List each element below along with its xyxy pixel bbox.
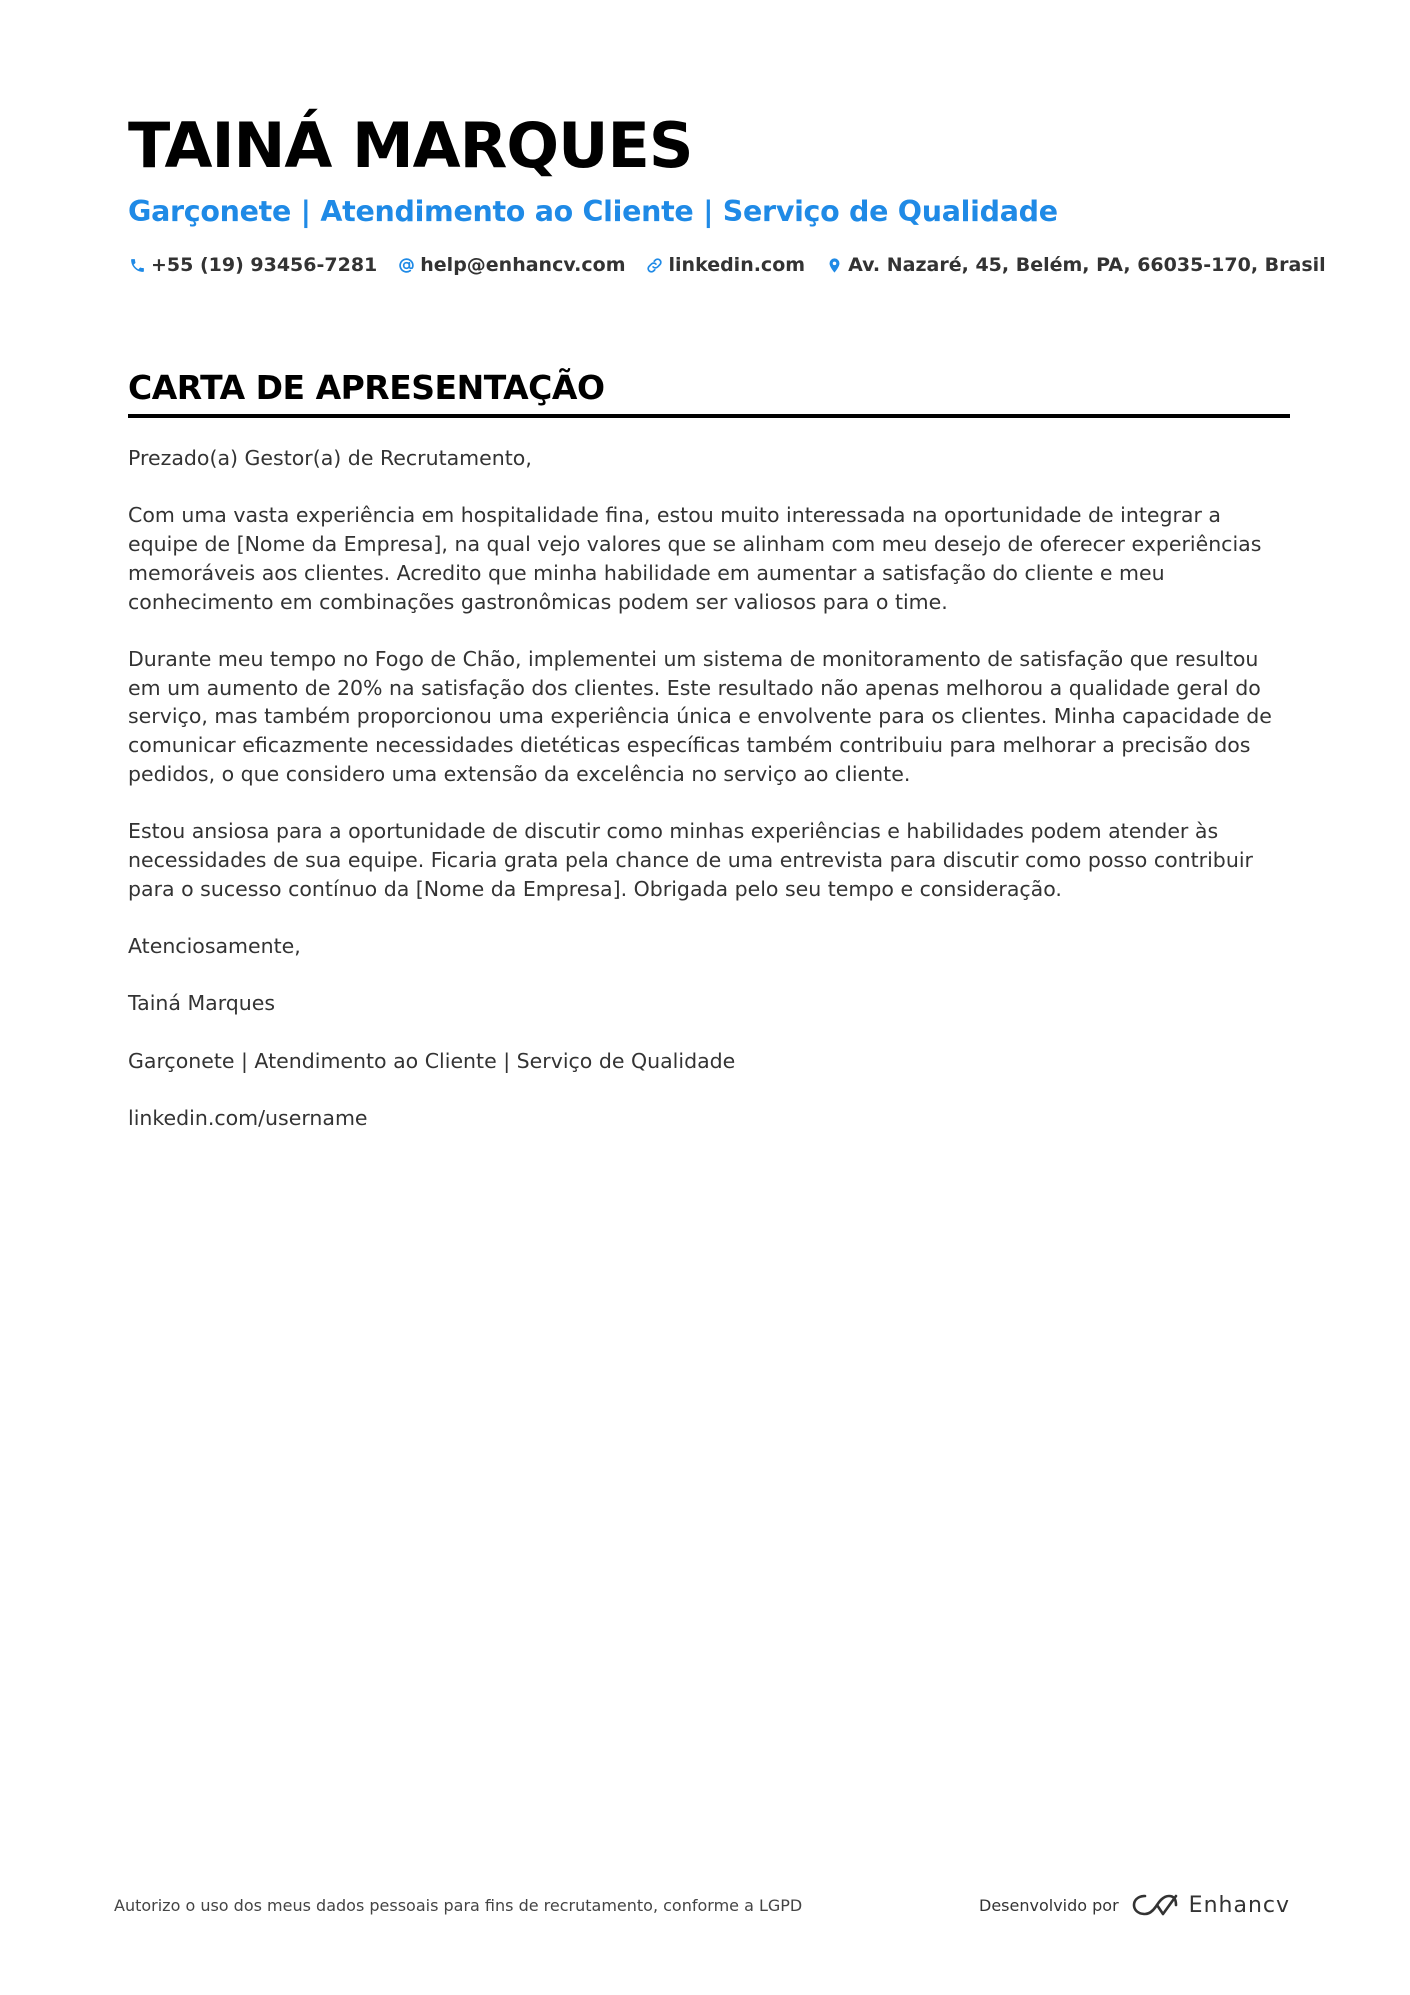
letter-paragraph-2: Durante meu tempo no Fogo de Chão, implementei um sistema de monitoramento de satisfação que resultou em um aumento de 20% na satisfação dos clientes. Este resultado não apenas melhorou a qualidade geral do serviço, mas também proporcionou uma experiência única e envolvente para os clientes. Minha capacidade de comunicar eficazmente necessidades dietéticas específicas também contribuiu para melhorar a precisão dos pedidos, o que considero uma extensão da excelência no serviço ao cliente. <box>128 646 1272 786</box>
phone-icon <box>128 256 146 274</box>
enhancv-logo-icon <box>1131 1892 1179 1918</box>
at-icon <box>397 256 415 274</box>
link-icon <box>646 256 664 274</box>
section-title: CARTA DE APRESENTAÇÃO <box>128 368 605 407</box>
contact-phone-text: +55 (19) 93456-7281 <box>151 254 378 276</box>
page-footer <box>114 1892 1290 1918</box>
letter-greeting: Prezado(a) Gestor(a) de Recrutamento, <box>128 446 532 470</box>
powered-by-label: Desenvolvido por <box>979 1895 1119 1915</box>
brand-name: Enhancv <box>1188 1892 1290 1918</box>
resume-header <box>128 108 1326 276</box>
contact-email[interactable] <box>397 254 625 276</box>
signature-link[interactable]: linkedin.com/username <box>128 1106 368 1131</box>
contact-bar <box>128 254 1326 276</box>
lgpd-consent-note: Autorizo o uso dos meus dados pessoais para fins de recrutamento, conforme a LGPD <box>114 1895 803 1915</box>
powered-by-brand[interactable] <box>979 1892 1290 1918</box>
contact-linkedin-text: linkedin.com <box>668 254 806 276</box>
contact-email-text: help@enhancv.com <box>420 254 626 276</box>
contact-address-text: Av. Nazaré, 45, Belém, PA, 66035-170, Brasil <box>848 254 1326 276</box>
location-pin-icon <box>825 256 843 274</box>
contact-phone[interactable] <box>128 254 377 276</box>
cover-letter-section <box>128 366 1290 1161</box>
signature-name: Tainá Marques <box>128 991 276 1016</box>
letter-paragraph-1: Com uma vasta experiência em hospitalidade fina, estou muito interessada na oportunidade de integrar a equipe de [Nome da Empresa], na qual vejo valores que se alinham com meu desejo de oferecer experiências memoráveis aos clientes. Acredito que minha habilidade em aumentar a satisfação do cliente e meu conhecimento em combinações gastronômicas podem ser valiosos para o time. <box>128 503 1262 614</box>
signature-title: Garçonete | Atendimento ao Cliente | Serviço de Qualidade <box>128 1048 736 1073</box>
letter-body <box>128 444 1290 1133</box>
contact-linkedin[interactable] <box>646 254 806 276</box>
section-divider <box>128 414 1290 418</box>
candidate-name: TAINÁ MARQUES <box>128 109 693 182</box>
letter-paragraph-3: Estou ansiosa para a oportunidade de discutir como minhas experiências e habilidades podem atender às necessidades de sua equipe. Ficaria grata pela chance de uma entrevista para discutir como posso contribuir para o sucesso contínuo da [Nome da Empresa]. Obrigada pelo seu tempo e consideração. <box>128 819 1253 901</box>
letter-closing: Atenciosamente, <box>128 933 301 958</box>
candidate-headline: Garçonete | Atendimento ao Cliente | Serviço de Qualidade <box>128 195 1058 228</box>
contact-address <box>825 254 1326 276</box>
